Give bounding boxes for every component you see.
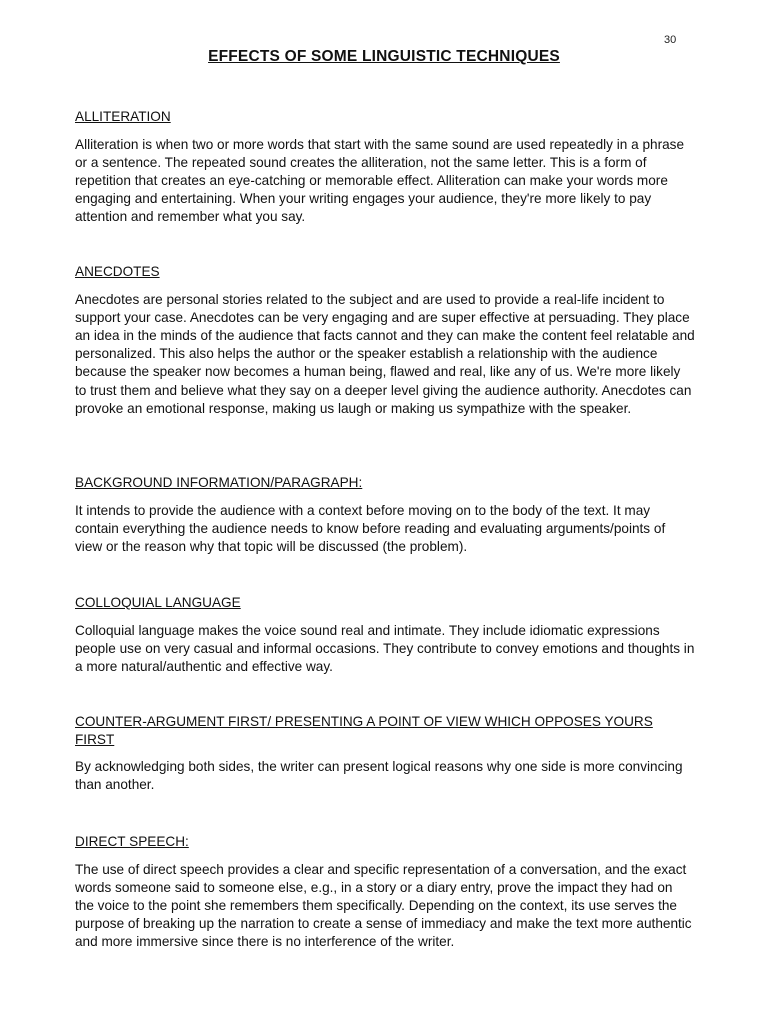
section-body: The use of direct speech provides a clear and specific representation of a conversation, and the exact words someone said to someone else, e.g., in a story or a diary entry, prove the impact they had on the voice to the point she remembers them specifically. Depending on the context, its use serves the purpose of breaking up the narration to create a sense of immediacy and make the text more authentic and more immersive since there is no interference of the writer. (75, 861, 692, 950)
section-counter-argument (75, 713, 695, 794)
section-background-information (75, 474, 695, 556)
section-heading: COLLOQUIAL LANGUAGE (75, 595, 241, 610)
section-heading: ALLITERATION (75, 109, 171, 124)
section-body: Alliteration is when two or more words that start with the same sound are used repeatedly in a phrase or a sentence. The repeated sound creates the alliteration, not the same letter. This is a form of repetition that creates an eye-catching or memorable effect. Alliteration can make your words more engaging and entertaining. When your writing engages your audience, they're more likely to pay attention and remember what you say. (75, 136, 685, 225)
page-title: EFFECTS OF SOME LINGUISTIC TECHNIQUES (208, 48, 560, 65)
section-colloquial-language (75, 594, 695, 676)
section-anecdotes (75, 263, 695, 418)
section-body: By acknowledging both sides, the writer can present logical reasons why one side is more convincing than another. (75, 759, 683, 793)
page-number: 30 (664, 34, 677, 46)
section-heading: ANECDOTES (75, 264, 160, 279)
section-direct-speech (75, 833, 695, 952)
section-alliteration (75, 108, 695, 227)
section-heading: BACKGROUND INFORMATION/PARAGRAPH: (75, 475, 363, 490)
section-body: Anecdotes are personal stories related to the subject and are used to provide a real-life incident to support your case. Anecdotes can be very engaging and are super effective at persuading. They place an idea in the minds of the audience that facts cannot and they can make the content feel relatable and personalized. This also helps the author or the speaker establish a relationship with the audience because the speaker now becomes a human being, flawed and real, like any of us. We're more likely to trust them and believe what they say on a deeper level giving the audience authority. Anecdotes can provoke an emotional response, making us laugh or making us sympathize with the speaker. (75, 291, 695, 416)
section-heading: COUNTER-ARGUMENT FIRST/ PRESENTING A POINT OF VIEW WHICH OPPOSES YOURS FIRST (75, 714, 653, 747)
section-body: Colloquial language makes the voice sound real and intimate. They include idiomatic expressions people use on very casual and informal occasions. They contribute to convey emotions and thoughts in a more natural/authentic and effective way. (75, 622, 695, 674)
section-body: It intends to provide the audience with a context before moving on to the body of the text. It may contain everything the audience needs to know before reading and evaluating arguments/points of view or the reason why that topic will be discussed (the problem). (75, 502, 666, 554)
section-heading: DIRECT SPEECH: (75, 834, 189, 849)
